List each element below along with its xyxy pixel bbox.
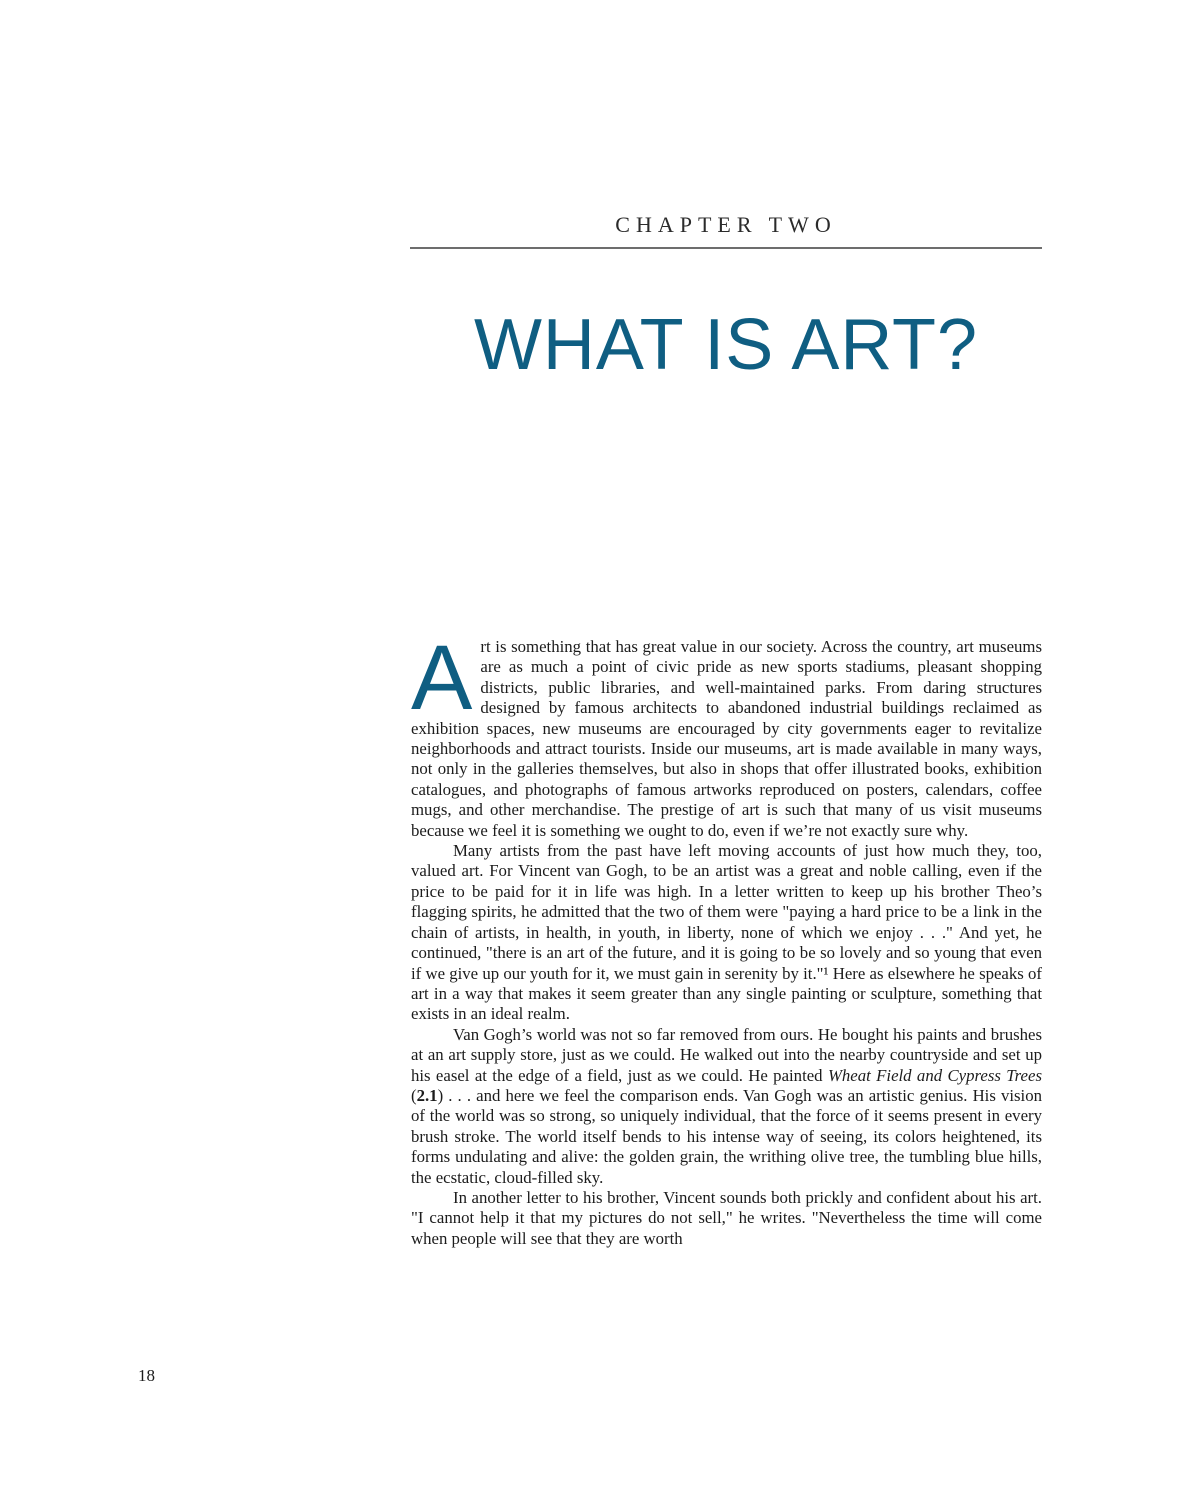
artwork-title: Wheat Field and Cypress Trees — [827, 1065, 1042, 1085]
drop-cap: A — [411, 627, 473, 729]
paragraph-1 — [411, 627, 1042, 841]
paragraph-2: Many artists from the past have left moving accounts of just how much they, too, valued art. For Vincent van Gogh, to be an artist was a great and noble calling, even if the price to be paid for it in life was high. In a letter written to keep up his brother Theo’s flagging spirits, he admitted that the two of them were "paying a hard price to be a link in the chain of artists, in health, in youth, in liberty, none of which we enjoy . . ." And yet, he continued, "there is an art of the future, and it is going to be so lovely and so young that even if we give up our youth for it, we must gain in serenity by it."¹ Here as elsewhere he speaks of art in a way that makes it seem greater than any single painting or sculpture, something that exists in an ideal realm. — [411, 841, 1042, 1024]
paragraph-3-text-a: Van Gogh’s world was not so far removed from ours. He bought his paints and brushes at an art supply store, just as we could. He walked out into the nearby countryside and set up his easel at the edge of a field, just as we could. He painted — [411, 1024, 1042, 1085]
figure-reference: 2.1 — [416, 1085, 438, 1105]
paragraph-3-text-b: ) . . . and here we feel the comparison ends. Van Gogh was an artistic genius. His vision of the world was so strong, so uniquely individual, that the force of it seems present in every brush stroke. The world itself bends to his intense way of seeing, its colors heightened, its forms undulating and alive: the golden grain, the writhing olive tree, the tumbling blue hills, the ecstatic, cloud-filled sky. — [411, 1085, 1042, 1187]
paren-open: ( — [411, 1085, 417, 1105]
chapter-label: CHAPTER TWO — [615, 212, 837, 237]
paragraph-4: In another letter to his brother, Vincent sounds both prickly and confident about his art. "I cannot help it that my pictures do not sell," he writes. "Nevertheless the time will come when people will see that they are worth — [411, 1187, 1042, 1248]
body-text — [411, 627, 1042, 1249]
chapter-title: WHAT IS ART? — [473, 305, 979, 386]
page-number: 18 — [138, 1366, 155, 1385]
chapter-rule — [410, 247, 1042, 249]
paragraph-3 — [411, 1025, 1042, 1188]
paragraph-1-text: rt is something that has great value in our society. Across the country, art museums are as much a point of civic pride as new sports stadiums, pleasant shopping districts, public libraries, and well-maintained parks. From daring structures designed by famous architects to abandoned industrial buildings reclaimed as exhibition spaces, new museums are encouraged by city governments eager to revitalize neighborhoods and attract tourists. Inside our museums, art is made available in many ways, not only in the galleries themselves, but also in shops that offer illustrated books, exhibition catalogues, and photographs of famous artworks reproduced on posters, calendars, coffee mugs, and other merchandise. The prestige of art is such that many of us visit museums because we feel it is something we ought to do, even if we’re not exactly sure why. — [411, 637, 1042, 840]
